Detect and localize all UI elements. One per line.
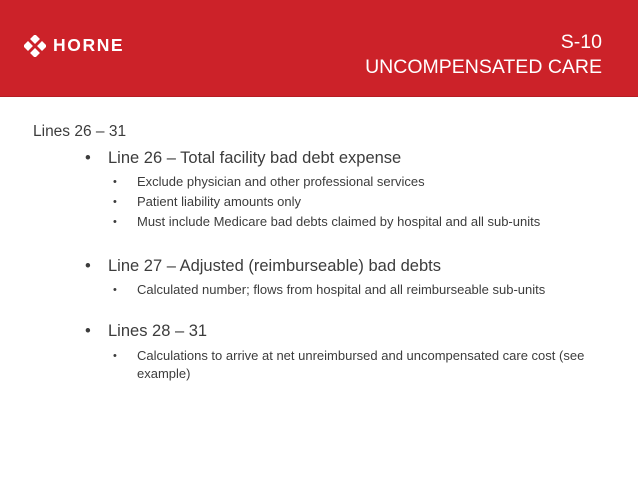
bullet-marker: • [85, 257, 91, 275]
sub-bullet-marker: • [113, 350, 117, 362]
bullet-label: Line 27 – Adjusted (reimburseable) bad debts [108, 257, 441, 275]
sub-bullet-marker: • [113, 216, 117, 228]
bullet-label: Lines 28 – 31 [108, 322, 208, 340]
bullet-marker: • [85, 322, 91, 340]
sub-bullet-marker: • [113, 196, 117, 208]
bullet-marker: • [85, 149, 91, 167]
bullet-label: Line 26 – Total facility bad debt expense [108, 149, 402, 167]
title-line-1: S-10 [560, 31, 602, 53]
header-bar [0, 0, 638, 97]
sub-bullet-text: Must include Medicare bad debts claimed by hospital and all sub-units [137, 214, 541, 229]
sub-bullet-text: Calculations to arrive at net unreimbursed and uncompensated care cost (see example) [137, 348, 585, 381]
sub-bullet-text: Exclude physician and other professional services [137, 174, 425, 189]
title-line-2: UNCOMPENSATED CARE [365, 56, 602, 78]
section-heading: Lines 26 – 31 [33, 123, 127, 140]
sub-bullet-text: Calculated number; flows from hospital and all reimburseable sub-units [137, 282, 546, 297]
logo-wordmark: HORNE [53, 35, 125, 56]
sub-bullet-marker: • [113, 176, 117, 188]
horne-diamond-logo-icon [24, 35, 46, 57]
slide-title [365, 30, 602, 80]
sub-bullet-marker: • [113, 284, 117, 296]
horne-logo [24, 34, 124, 58]
sub-bullet-text: Patient liability amounts only [137, 194, 302, 209]
